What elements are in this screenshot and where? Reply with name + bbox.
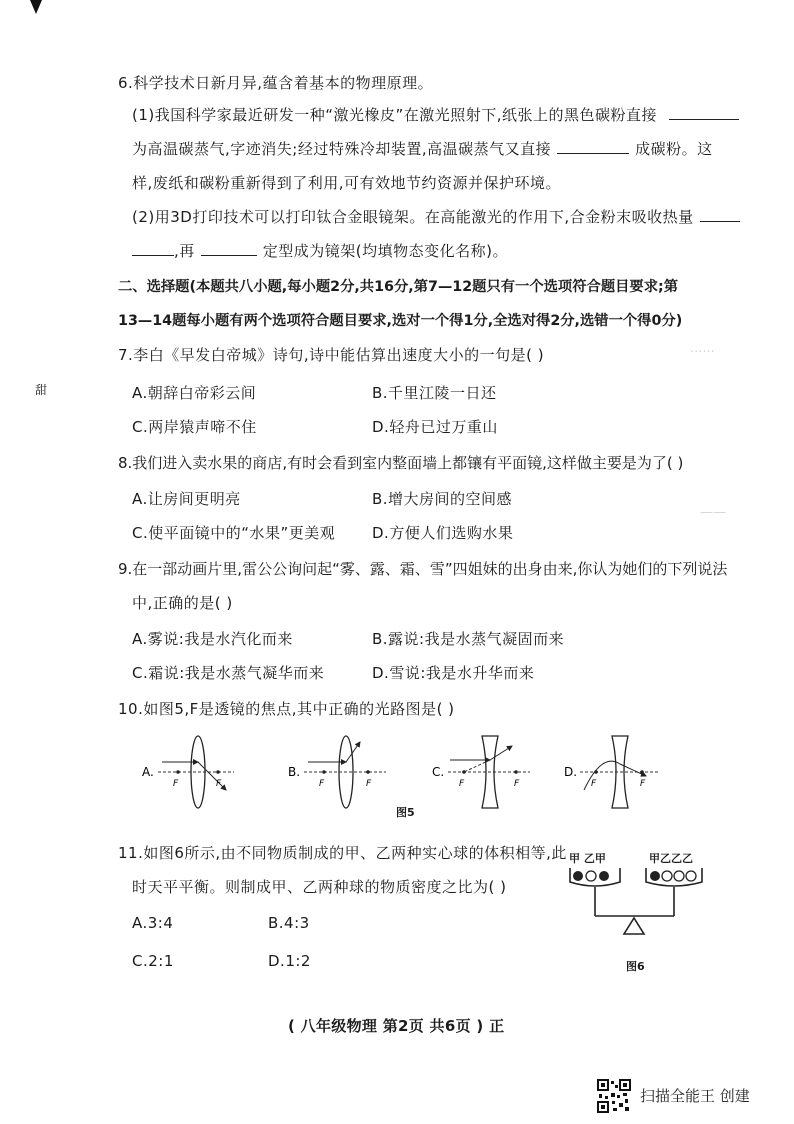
focus-label: F [514,779,520,789]
q6-blank-1[interactable] [669,105,739,120]
q7-option-a[interactable]: A.朝辞白帝彩云间 [132,384,257,402]
bleed-through-mark: —— [700,505,726,520]
q8-option-d[interactable]: D.方便人们选购水果 [372,524,514,542]
page-footer: ( 八年级物理 第2页 共6页 ) 正 [288,1017,505,1035]
focus-label: F [640,779,646,789]
incident-ray [584,761,620,790]
q8-option-a[interactable]: A.让房间更明亮 [132,490,241,508]
focus-label: F [216,779,222,789]
focus-point [514,770,518,774]
q7-stem: 7.李白《早发白帝城》诗句,诗中能估算出速度大小的一句是( ) [118,346,545,364]
q8-option-c[interactable]: C.使平面镜中的“水果”更美观 [132,524,336,542]
section2-heading-line2: 13—14题每小题有两个选项符合题目要求,选对一个得1分,全选对得2分,选错一个得0分) [118,313,683,329]
q6-part2-line1: (2)用3D打印技术可以打印钛合金眼镜架。在高能激光的作用下,合金粉末吸收热量 [132,206,740,227]
q6-part1-line3: 样,废纸和碳粉重新得到了利用,可有效地节约资源并保护环境。 [132,174,562,192]
ball-jia [650,871,660,881]
q6-part1-line2: 为高温碳蒸气,字迹消失;经过特殊冷却装置,高温碳蒸气又直接 成碳粉。这 [132,140,713,158]
crop-corner-mark [30,0,42,14]
q6-blank-3[interactable] [700,207,740,222]
refracted-ray [198,762,226,790]
ball-yi [674,871,684,881]
focus-point [640,770,644,774]
q11-option-a[interactable]: A.3:4 [132,914,174,932]
ball-jia [573,871,583,881]
ball-yi [586,871,596,881]
q7-option-d[interactable]: D.轻舟已过万重山 [372,418,498,436]
q8-option-b[interactable]: B.增大房间的空间感 [372,490,513,508]
q9-option-a[interactable]: A.雾说:我是水汽化而来 [132,630,293,648]
q11-option-c[interactable]: C.2:1 [132,952,174,970]
q7-option-b[interactable]: B.千里江陵一日还 [372,384,497,402]
lens-diagram-b[interactable] [288,736,386,808]
diagram-label-c: C. [432,765,445,779]
margin-mark: 甜 [35,383,48,397]
lens-diagram-c[interactable] [432,736,530,808]
q7-option-c[interactable]: C.两岸猿声啼不住 [132,418,257,436]
q9-option-b[interactable]: B.露说:我是水蒸气凝固而来 [372,630,565,648]
q9-stem-line1: 9.在一部动画片里,雷公公询问起“雾、露、霜、雪”四姐妹的出身由来,你认为她们的下列说法 [118,560,728,578]
focus-label: F [459,779,465,789]
q6-part1-line1: (1)我国科学家最近研发一种“激光橡皮”在激光照射下,纸张上的黑色碳粉直接 [132,104,739,125]
focus-point [216,770,220,774]
focus-label: F [173,779,179,789]
section2-heading-line1: 二、选择题(本题共八小题,每小题2分,共16分,第7—12题只有一个选项符合题目要求;第 [118,279,679,295]
ball-yi [686,871,696,881]
q11-option-d[interactable]: D.1:2 [268,952,311,970]
focus-point [594,770,598,774]
focus-point [462,770,466,774]
diagram-label-a: A. [142,765,154,779]
diagram-label-b: B. [288,765,301,779]
q11-option-b[interactable]: B.4:3 [268,914,310,932]
focus-point [322,770,326,774]
q11-stem-line2: 时天平平衡。则制成甲、乙两种球的物质密度之比为( ) [132,878,507,896]
q10-stem: 10.如图5,F是透镜的焦点,其中正确的光路图是( ) [118,700,455,718]
q6-stem: 6.科学技术日新月异,蕴含着基本的物理原理。 [118,74,434,92]
q9-option-c[interactable]: C.霜说:我是水蒸气凝华而来 [132,664,325,682]
figure-5-caption: 图5 [396,806,415,819]
figure-6-balance [566,862,716,944]
q11-stem-line1: 11.如图6所示,由不同物质制成的甲、乙两种实心球的体积相等,此 [118,844,567,862]
right-pan-label: 甲乙乙乙 [649,852,693,865]
focus-label: F [366,779,372,789]
qr-code-icon [597,1079,631,1113]
q9-stem-line2: 中,正确的是( ) [132,594,233,612]
left-pan-label: 甲 乙甲 [569,852,606,865]
q9-option-d[interactable]: D.雪说:我是水升华而来 [372,664,535,682]
focus-point [176,770,180,774]
refracted-ray [490,746,512,760]
q6-blank-4[interactable] [132,241,174,256]
scanner-watermark: 扫描全能王 创建 [640,1087,750,1105]
bleed-through-mark: ······ [690,345,715,360]
focus-point [366,770,370,774]
q6-part2-line2: ,再 定型成为镜架(均填物态变化名称)。 [132,240,508,261]
diagram-label-d: D. [564,765,578,779]
lens-diagram-d[interactable] [564,736,660,808]
lens-diagram-a[interactable] [142,736,234,808]
focus-label: F [319,779,325,789]
figure-6-caption: 图6 [626,960,645,973]
fulcrum [624,918,644,934]
q8-stem: 8.我们进入卖水果的商店,有时会看到室内整面墙上都镶有平面镜,这样做主要是为了( ) [118,454,684,472]
focus-label: F [591,779,597,789]
q6-blank-2[interactable] [557,139,629,154]
q6-blank-5[interactable] [201,241,257,256]
ball-jia [599,871,609,881]
ball-yi [662,871,672,881]
